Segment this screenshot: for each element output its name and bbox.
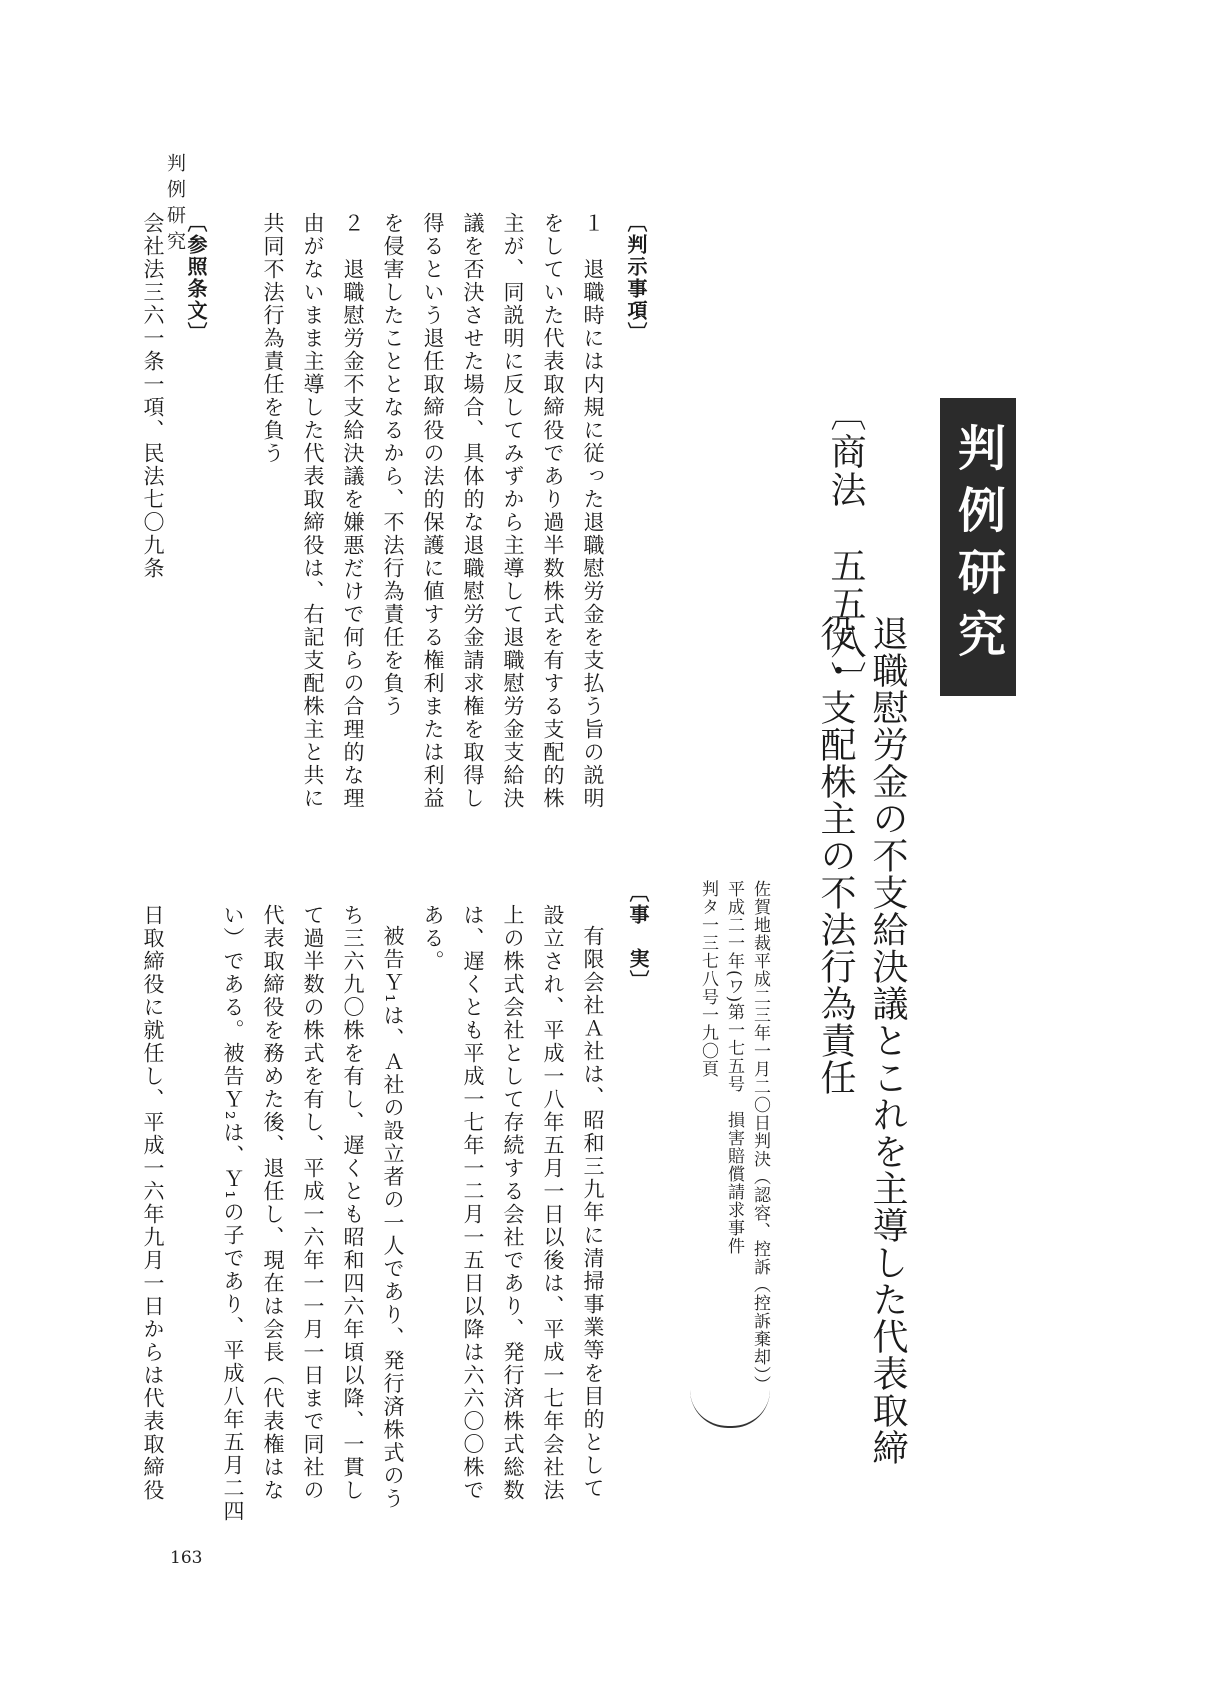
facts-line-5: ある。 [421,904,445,973]
facts-line-1: 有限会社Ａ社は、昭和三九年に清掃事業等を目的として [581,925,605,1500]
holdings-line-5: 得るという退任取締役の法的保護に値する権利または利益 [421,212,445,810]
facts-line-6: 被告Ｙ₁は、Ａ社の設立者の一人であり、発行済株式のう [381,925,405,1511]
facts-line-3: 上の株式会社として存続する会社であり、発行済株式総数 [501,904,525,1502]
section-badge: 判例研究 [940,398,1016,696]
running-head: 判例研究 [164,153,186,257]
holdings-heading: 〔判示事項〕 [624,212,648,344]
case-info-line-1: 佐賀地裁平成二三年一月二〇日判決（認容、控訴（控訴棄却）） [750,880,770,1394]
references-heading: 〔参照条文〕 [184,212,208,344]
holdings-line-3: 主が、同説明に反してみずから主導して退職慰労金支給決 [501,212,525,810]
references-line: 会社法三六一条一項、民法七〇九条 [141,212,165,580]
facts-line-2: 設立され、平成一八年五月一日以後は、平成一七年会社法 [541,904,565,1502]
title-line-1: 退職慰労金の不支給決議とこれを主導した代表取締 [867,615,908,1466]
holdings-line-6: を侵害したこととなるから、不法行為責任を負う [381,212,405,718]
case-info-line-2: 平成二一年(ワ)第一七五号 損害賠償請求事件 [724,880,744,1256]
facts-line-4: は、遅くとも平成一七年一二月一五日以降は六六〇〇株で [461,904,485,1502]
title-line-2: 役・支配株主の不法行為責任 [815,615,856,1096]
facts-line-7: ち三六九〇株を有し、遅くとも昭和四六年頃以降、一貫し [341,904,365,1502]
holdings-line-1: １ 退職時には内規に従った退職慰労金を支払う旨の説明 [581,212,605,810]
facts-line-11: 日取締役に就任し、平成一六年九月一日からは代表取締役 [141,904,165,1502]
case-code: 〔商法 五五八〕 [825,395,866,699]
holdings-line-7: ２ 退職慰労金不支給決議を嫌悪だけで何らの合理的な理 [341,212,365,810]
facts-line-10: い）である。被告Ｙ₂は、Ｙ₁の子であり、平成八年五月二四 [221,904,245,1523]
holdings-line-9: 共同不法行為責任を負う [261,212,285,465]
facts-line-8: て過半数の株式を有し、平成一六年一一月一日まで同社の [301,904,325,1502]
page-number: 163 [170,1548,203,1568]
facts-heading: 〔事 実〕 [626,882,650,992]
holdings-line-8: 由がないまま主導した代表取締役は、右記支配株主と共に [301,212,325,810]
holdings-line-4: 議を否決させた場合、具体的な退職慰労金請求権を取得し [461,212,485,810]
holdings-line-2: をしていた代表取締役であり過半数株式を有する支配的株 [541,212,565,810]
facts-line-9: 代表取締役を務めた後、退任し、現在は会長（代表権はな [261,904,285,1502]
case-info-line-3: 判タ一三七八号一九〇頁 [698,880,718,1078]
case-info-bracket [690,1390,770,1428]
